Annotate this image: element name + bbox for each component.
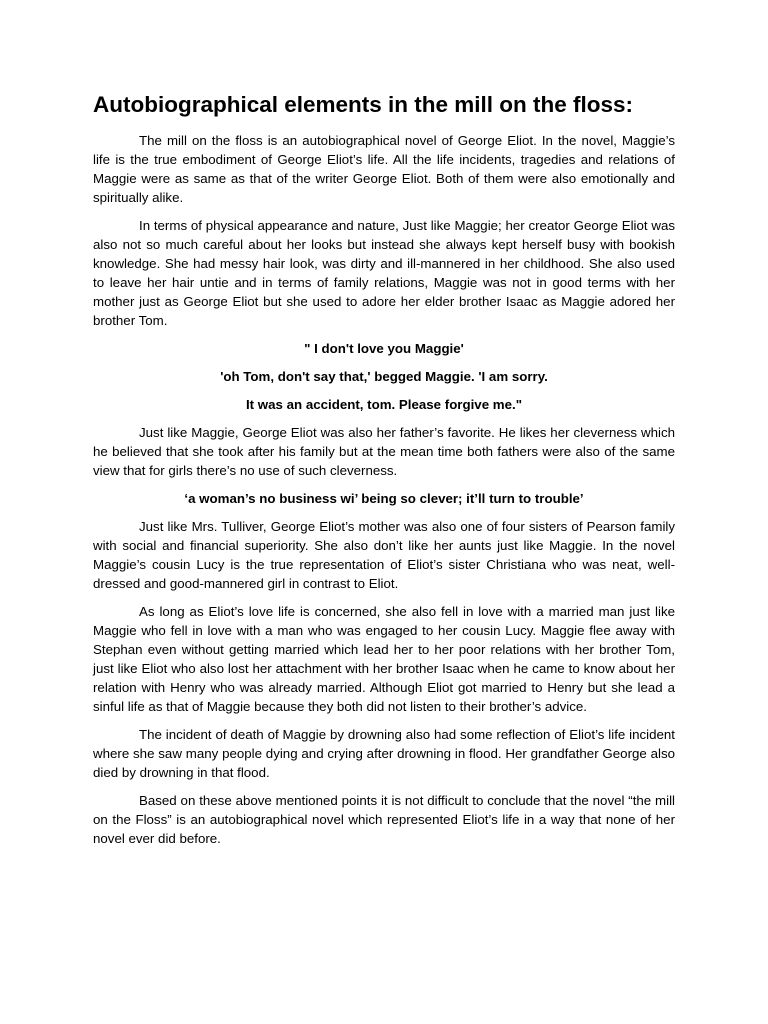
paragraph-father: Just like Maggie, George Eliot was also her father’s favorite. He likes her cleverness which he believed that she took after his family but at the mean time both fathers were also of the same view that for girls there’s no use of such cleverness.	[93, 425, 675, 478]
paragraph-conclusion: Based on these above mentioned points it is not difficult to conclude that the novel “the mill on the Floss” is an autobiographical novel which represented Eliot’s life in a way that none of her novel ever did before.	[93, 793, 675, 846]
paragraph-appearance: In terms of physical appearance and nature, Just like Maggie; her creator George Eliot was also not so much careful about her looks but instead she always kept herself busy with bookish knowledge. She had messy hair look, was dirty and ill-mannered in her childhood. She also used to leave her hair untie and in terms of family relations, Maggie was not in good terms with her mother just as George Eliot but she used to adore her elder brother Isaac as Maggie adored her brother Tom.	[93, 218, 675, 328]
quote-line: " I don't love you Maggie'	[304, 341, 464, 356]
quote-line: ‘a woman’s no business wi’ being so clever; it’ll turn to trouble’	[184, 491, 584, 506]
document-title: Autobiographical elements in the mill on the floss:	[93, 92, 634, 117]
paragraph-mother: Just like Mrs. Tulliver, George Eliot’s mother was also one of four sisters of Pearson family with social and financial superiority. She also don’t like her aunts just like Maggie. In the novel Maggie’s cousin Lucy is the true representation of Eliot’s sister Christiana who was neat, well-dressed and good-mannered girl in contrast to Eliot.	[93, 519, 675, 591]
paragraph-drowning: The incident of death of Maggie by drowning also had some reflection of Eliot’s life incident where she saw many people dying and crying after drowning in flood. Her grandfather George also died by drowning in that flood.	[93, 727, 675, 780]
paragraph-intro: The mill on the floss is an autobiographical novel of George Eliot. In the novel, Maggie’s life is the true embodiment of George Eliot’s life. All the life incidents, tragedies and relations of Maggie were as same as that of the writer George Eliot. Both of them were also emotionally and spiritually alike.	[93, 133, 675, 205]
quote-line: 'oh Tom, don't say that,' begged Maggie. 'I am sorry.	[220, 369, 548, 384]
paragraph-love-life: As long as Eliot’s love life is concerned, she also fell in love with a married man just like Maggie who fell in love with a man who was engaged to her cousin Lucy. Maggie flee away with Stephan even without getting married which lead her to her poor relations with her brother Tom, just like Eliot who also lost her attachment with her brother Isaac when he came to know about her relation with Henry who was already married. Although Eliot got married to Henry but she lead a sinful life as that of Maggie because they both did not listen to their brother’s advice.	[93, 604, 675, 714]
document-body	[93, 90, 675, 857]
quote-line: It was an accident, tom. Please forgive me."	[245, 397, 523, 412]
